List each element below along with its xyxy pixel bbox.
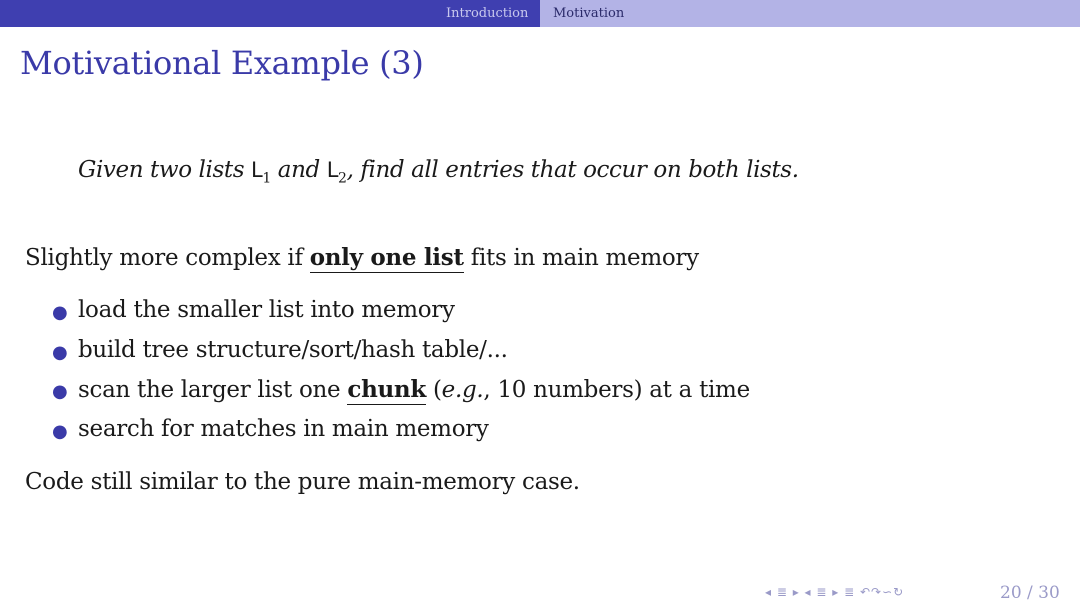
bullet-text — [78, 376, 750, 403]
list-item — [52, 416, 750, 456]
bullet-text: search for matches in main memory — [78, 415, 489, 442]
navbar-left-fill — [0, 0, 439, 27]
given-pre: Given two lists — [78, 157, 252, 183]
list-l2-subscript: 2 — [338, 170, 347, 187]
b3-emphasis: chunk — [347, 376, 426, 403]
nav-section-introduction[interactable]: Introduction — [439, 0, 540, 27]
problem-statement — [78, 157, 799, 187]
bullet-icon: ● — [52, 302, 68, 323]
b3-mid: ( — [425, 377, 442, 403]
para1-emphasis: only one list — [309, 244, 464, 271]
b3-post: , 10 numbers) at a time — [483, 377, 750, 403]
navigation-bar — [0, 0, 1080, 27]
list-l1-symbol: L — [251, 158, 263, 182]
bullet-icon: ● — [52, 381, 68, 402]
bullet-icon: ● — [52, 420, 68, 442]
bullet-icon: ● — [52, 341, 68, 363]
given-mid: and — [270, 157, 327, 183]
bullet-text: build tree structure/sort/hash table/... — [78, 336, 508, 363]
para1-post: fits in main memory — [463, 245, 699, 271]
list-item — [52, 337, 750, 377]
given-post: , find all entries that occur on both lists. — [346, 157, 799, 183]
b3-eg: e.g. — [441, 377, 484, 403]
paragraph-complexity — [25, 244, 699, 271]
page-number: 20 / 30 — [1000, 583, 1060, 603]
b3-pre: scan the larger list one — [78, 377, 348, 403]
slide-title: Motivational Example (3) — [20, 44, 424, 82]
list-item — [52, 376, 750, 416]
list-item — [52, 297, 750, 337]
paragraph-conclusion: Code still similar to the pure main-memory case. — [25, 469, 580, 495]
bullet-text: load the smaller list into memory — [78, 297, 455, 323]
bullet-list — [52, 297, 750, 455]
nav-section-motivation[interactable]: Motivation — [540, 0, 1080, 27]
list-l1-subscript: 1 — [262, 170, 271, 187]
list-l2-symbol: L — [326, 158, 339, 182]
para1-pre: Slightly more complex if — [25, 245, 310, 271]
beamer-navigation-icons[interactable]: ◂ ≣ ▸ ◂ ≣ ▸ ≣ ↶↷∽↻ — [765, 585, 905, 599]
